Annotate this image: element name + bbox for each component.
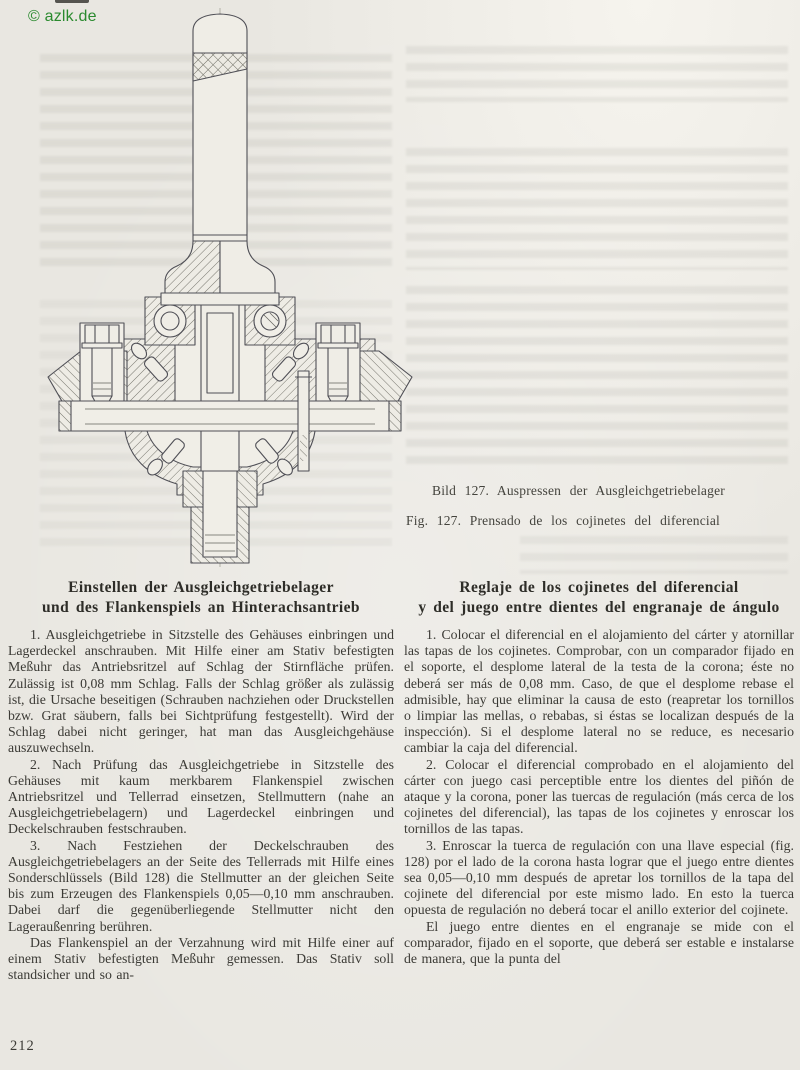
german-heading bbox=[8, 578, 394, 618]
spanish-heading-line1: Reglaje de los cojinetes del diferencial bbox=[459, 579, 739, 596]
scan-artifact bbox=[55, 0, 89, 3]
german-heading-line1: Einstellen der Ausgleichgetriebelager bbox=[68, 579, 334, 596]
ghost-text-bleedthrough bbox=[406, 286, 788, 470]
spanish-column bbox=[404, 578, 794, 967]
press-tool bbox=[161, 14, 279, 305]
spanish-heading-line2: y del juego entre dientes del engranaje de ángulo bbox=[418, 599, 780, 616]
german-heading-line2: und des Flankenspiels an Hinterachsantrieb bbox=[42, 599, 360, 616]
spanish-paragraph-2: 2. Colocar el diferencial comprobado en el alojamiento del cárter con juego casi perceptible entre los dientes del piñón de ataque y la corona, poner las tuercas de regulación (más cerca de los cojinetes del diferencial), las tapas de los cojinetes y enroscar los tornillos de las tapas. bbox=[404, 756, 794, 837]
ghost-text-bleedthrough bbox=[406, 46, 788, 102]
german-paragraph-4: Das Flankenspiel an der Verzahnung wird mit Hilfe einer auf einem Stativ befestigten Meßuhr gemessen. Das Stativ soll standsicher und so an- bbox=[8, 934, 394, 983]
differential-press-cross-section-drawing bbox=[25, 5, 435, 570]
axle-bore-band bbox=[59, 401, 401, 431]
german-paragraph-3: 3. Nach Festziehen der Deckelschrauben des Ausgleichgetriebelagers an der Seite des Tellerrads mit Hilfe eines Sonderschlüssels (Bild 128) die Stellmutter an der gleichen Seite bis zum Erzeugen des Flankenspiels 0,05—0,10 mm anschrauben. Dabei darf die gegenüberliegende Stellmutter nicht den Lageraußenring berühren. bbox=[8, 837, 394, 934]
german-column bbox=[8, 578, 394, 983]
german-paragraph-1: 1. Ausgleichgetriebe in Sitzstelle des Gehäuses einbringen und Lagerdeckel anschrauben. Mit Hilfe einer am Stativ befestigten Meßuhr das Antriebsritzel auf Schlag der Stirnfläche prüfen. Zulässig ist 0,08 mm Schlag. Falls der Schlag größer als zulässig ist, die Ursache beseitigen (Schrauben nachziehen oder Druckstellen bzw. Grat säubern, falls bei Sichtprüfung festgestellt). Wird der Schlag dabei nicht geringer, hat man das Ausgleichgehäuse auszuwechseln. bbox=[8, 627, 394, 756]
figure-caption-german: Bild 127. Auspressen der Ausgleichgetriebelager bbox=[432, 483, 725, 498]
page-number: 212 bbox=[10, 1038, 35, 1054]
figure-127 bbox=[25, 5, 435, 570]
spanish-paragraph-4: El juego entre dientes en el engranaje se mide con el comparador, fijado en el soporte, que deberá ser estable e instalarse de manera, que la punta del bbox=[404, 918, 794, 967]
ghost-text-bleedthrough bbox=[406, 148, 788, 270]
spanish-paragraph-1: 1. Colocar el diferencial en el alojamiento del cárter y atornillar las tapas de los cojinetes. Comprobar, con un comparador fijado en el soporte, el desplome lateral de la testa de la corona; éste no deberá ser más de 0,08 mm. Caso, de que el desplome rebase el admisible, hay que eliminar la causa de esto (reapretar los tornillos o limpiar las mellas, o rebabas, si éstas se localizan después de la inspección). Si el desplome lateral no se reduce, es necesario cambiar la caja del diferencial. bbox=[404, 627, 794, 756]
figure-caption-spanish: Fig. 127. Prensado de los cojinetes del diferencial bbox=[406, 513, 721, 528]
spanish-paragraph-3: 3. Enroscar la tuerca de regulación con una llave especial (fig. 128) por el lado de la corona hasta lograr que el juego entre dientes sea 0,05—0,10 mm después de apretar los tornillos de la tapa del cojinete del diferencial por este mismo lado. En esto la tuerca opuesta de regulación no deberá tocar el anillo exterior del cojinete. bbox=[404, 837, 794, 918]
german-paragraph-2: 2. Nach Prüfung das Ausgleichgetriebe in Sitzstelle des Gehäuses mit kaum merkbarem Flankenspiel zwischen Antriebsritzel und Tellerrad einsetzen, Stellmuttern (nahe an Ausgleichgetriebelagern) und Lagerdeckel einbringen und Deckelschrauben festschrauben. bbox=[8, 756, 394, 837]
adjusting-pin bbox=[295, 371, 312, 471]
spanish-heading bbox=[404, 578, 794, 618]
watermark-azlk: © azlk.de bbox=[28, 8, 97, 25]
ghost-text-bleedthrough bbox=[520, 536, 788, 574]
